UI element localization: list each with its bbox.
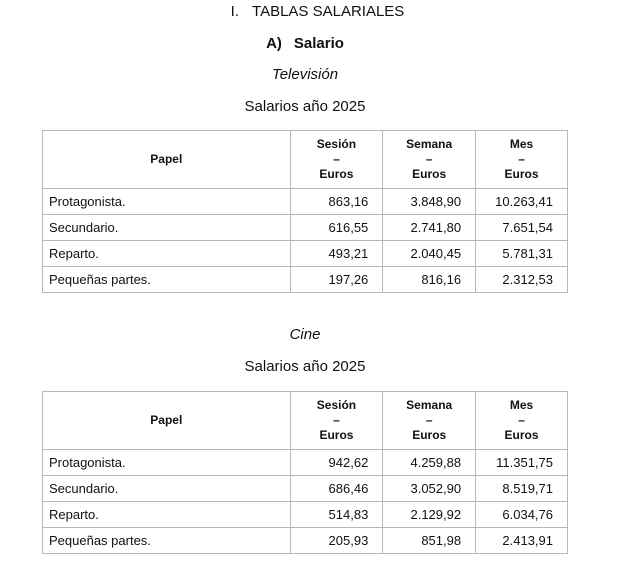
cell-role: Pequeñas partes. (43, 267, 291, 293)
cell-month: 2.413,91 (476, 528, 568, 554)
table-row (43, 450, 568, 476)
table-row (43, 502, 568, 528)
cell-week: 3.848,90 (383, 189, 476, 215)
cell-month: 8.519,71 (476, 476, 568, 502)
cell-session: 205,93 (290, 528, 383, 554)
header-week: Semana – Euros (383, 131, 476, 189)
section-heading (0, 3, 635, 20)
year-title-television: Salarios año 2025 (244, 98, 366, 115)
header-month: Mes – Euros (476, 392, 568, 450)
header-session: Sesión – Euros (290, 392, 383, 450)
salary-table-cine (42, 391, 568, 554)
cell-week: 2.741,80 (383, 215, 476, 241)
cell-role: Secundario. (43, 476, 291, 502)
cell-role: Secundario. (43, 215, 291, 241)
cell-role: Reparto. (43, 502, 291, 528)
cell-role: Pequeñas partes. (43, 528, 291, 554)
cell-month: 11.351,75 (476, 450, 568, 476)
salary-table-television (42, 130, 568, 293)
subsection-letter: A) (266, 35, 282, 52)
cell-week: 3.052,90 (383, 476, 476, 502)
section-number: I. (230, 3, 240, 20)
cell-role: Reparto. (43, 241, 291, 267)
cell-week: 2.040,45 (383, 241, 476, 267)
table-row (43, 528, 568, 554)
cell-month: 2.312,53 (476, 267, 568, 293)
table-row (43, 267, 568, 293)
cell-week: 816,16 (383, 267, 476, 293)
medium-title-television: Televisión (271, 66, 339, 83)
table-header-row (43, 131, 568, 189)
table-row (43, 215, 568, 241)
cell-month: 6.034,76 (476, 502, 568, 528)
cell-session: 197,26 (290, 267, 383, 293)
cell-role: Protagonista. (43, 189, 291, 215)
header-session: Sesión – Euros (290, 131, 383, 189)
cell-session: 686,46 (290, 476, 383, 502)
cell-session: 493,21 (290, 241, 383, 267)
table-row (43, 241, 568, 267)
cell-month: 10.263,41 (476, 189, 568, 215)
header-role: Papel (43, 392, 291, 450)
year-title-cine: Salarios año 2025 (244, 358, 366, 375)
cell-role: Protagonista. (43, 450, 291, 476)
header-role: Papel (43, 131, 291, 189)
cell-week: 4.259,88 (383, 450, 476, 476)
cell-session: 616,55 (290, 215, 383, 241)
cell-month: 5.781,31 (476, 241, 568, 267)
cell-session: 514,83 (290, 502, 383, 528)
table-header-row (43, 392, 568, 450)
subsection-heading (0, 35, 610, 52)
section-title: TABLAS SALARIALES (252, 3, 405, 20)
cell-month: 7.651,54 (476, 215, 568, 241)
cell-week: 2.129,92 (383, 502, 476, 528)
header-month: Mes – Euros (476, 131, 568, 189)
subsection-title: Salario (293, 35, 344, 52)
cell-session: 942,62 (290, 450, 383, 476)
table-row (43, 189, 568, 215)
table-row (43, 476, 568, 502)
cell-week: 851,98 (383, 528, 476, 554)
medium-title-cine: Cine (289, 326, 321, 343)
cell-session: 863,16 (290, 189, 383, 215)
header-week: Semana – Euros (383, 392, 476, 450)
